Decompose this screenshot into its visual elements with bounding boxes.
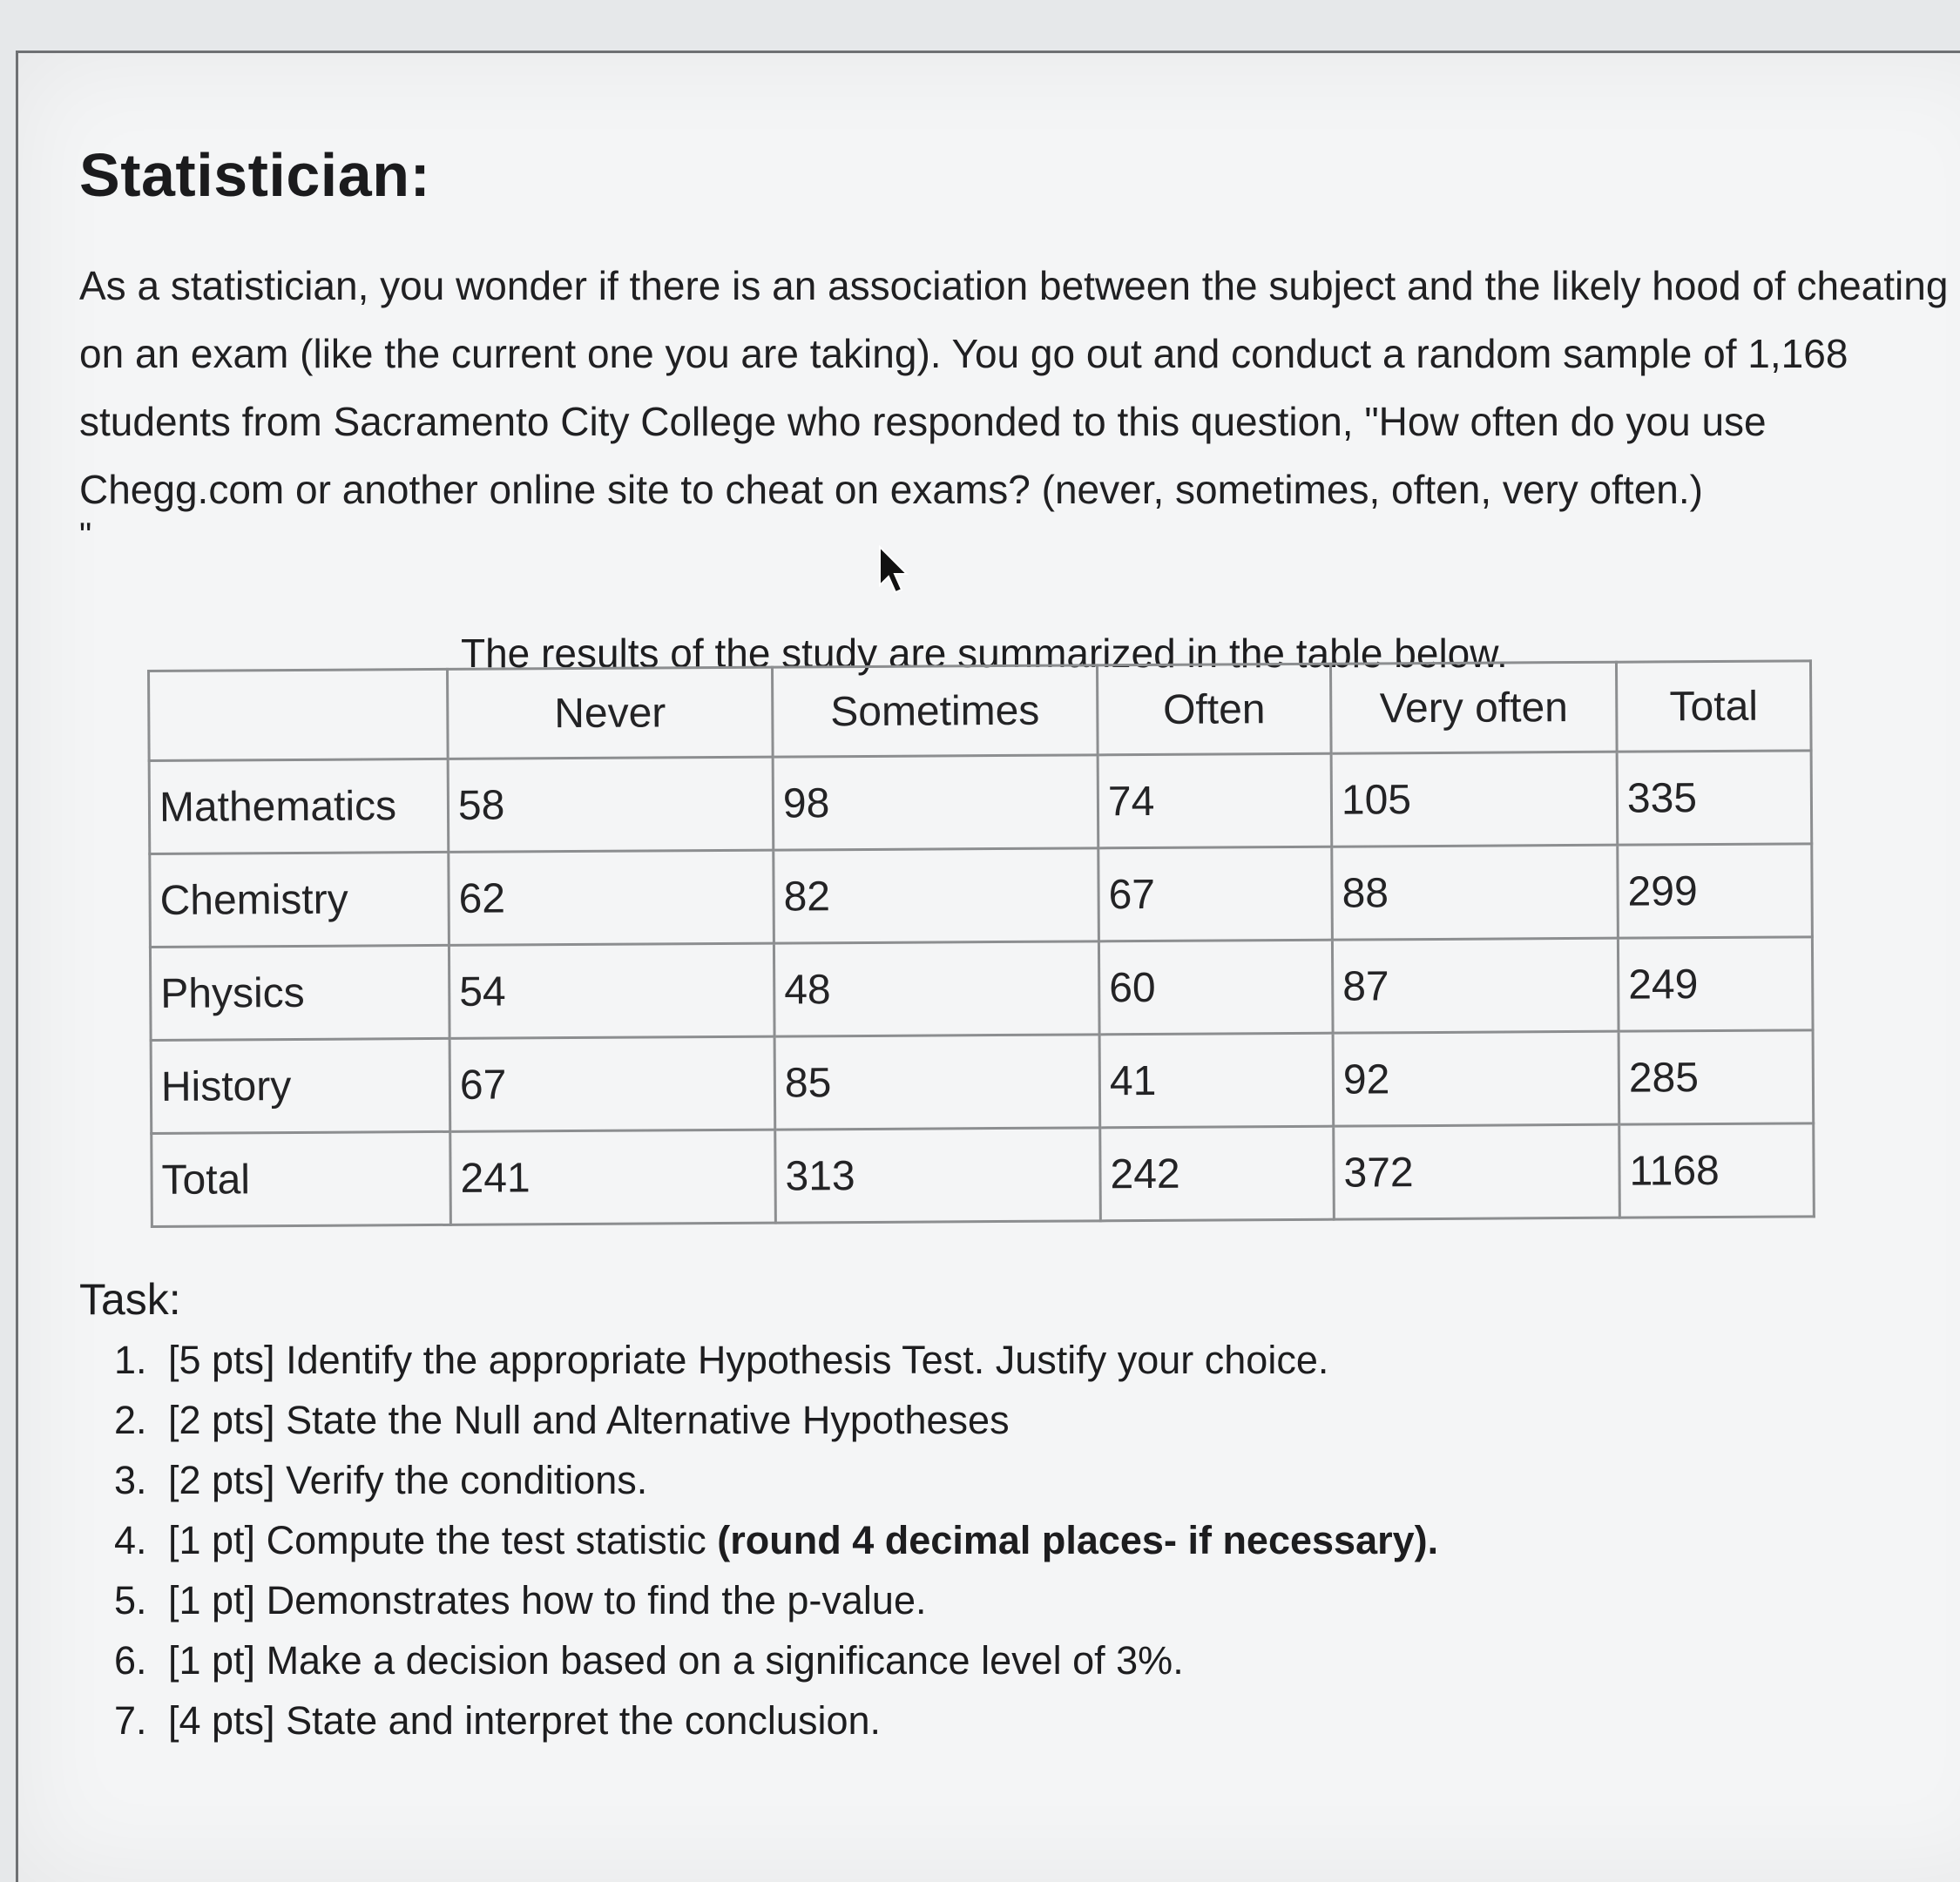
intro-paragraph: As a statistician, you wonder if there is an association between the subject and the likely hood of cheating on an exam (like the current one you are taking). You go out and conduct a random sample of 1,168 students from Sacramento City College who responded to this question, "How often do you use Chegg.com or another online site to cheat on exams? (never, sometimes, often, very often.) <box>79 263 1949 512</box>
table-cell: 105 <box>1331 752 1618 847</box>
table-cell: 85 <box>774 1035 1100 1130</box>
table-cell: 41 <box>1099 1033 1334 1128</box>
table-cell: 82 <box>774 848 1099 943</box>
list-item <box>158 1450 1639 1510</box>
header-cell-sometimes: Sometimes <box>772 665 1098 757</box>
page-title: Statistician: <box>79 141 431 209</box>
task-text: [2 pts] Verify the conditions. <box>168 1458 648 1502</box>
table-cell: 58 <box>448 757 774 852</box>
table-cell: 1168 <box>1619 1123 1815 1218</box>
table-cell: 285 <box>1619 1030 1814 1124</box>
table-cell: 313 <box>775 1128 1101 1223</box>
task-list <box>97 1330 1639 1750</box>
table-caption: The results of the study are summarized in the table below. <box>461 631 1508 676</box>
table-cell: 60 <box>1098 940 1333 1035</box>
task-emphasis: (round 4 decimal places- if necessary). <box>717 1518 1439 1562</box>
table-cell: 249 <box>1618 937 1813 1031</box>
header-cell-often: Often <box>1097 664 1331 755</box>
table-cell: 242 <box>1100 1126 1335 1221</box>
table-cell: 67 <box>449 1036 775 1131</box>
task-text: [1 pt] Make a decision based on a significance level of 3%. <box>168 1638 1184 1683</box>
table-row <box>151 1030 1814 1134</box>
list-item <box>158 1510 1639 1570</box>
header-cell-never: Never <box>448 667 774 759</box>
header-cell-corner <box>149 669 449 760</box>
table-cell: 74 <box>1098 753 1332 848</box>
mouse-pointer-icon <box>876 545 911 597</box>
table-cell: 98 <box>773 755 1098 850</box>
row-label-mathematics: Mathematics <box>149 759 449 853</box>
table-cell: 88 <box>1332 845 1619 940</box>
table-cell: 54 <box>449 943 774 1038</box>
table-cell: 67 <box>1098 847 1333 941</box>
task-text: [1 pt] Compute the test statistic <box>168 1518 718 1562</box>
table-cell: 241 <box>450 1130 776 1224</box>
content-area <box>79 140 1952 677</box>
table-cell: 335 <box>1617 751 1812 845</box>
list-item <box>158 1330 1639 1390</box>
task-text: [5 pts] Identify the appropriate Hypothesis Test. Justify your choice. <box>168 1338 1329 1382</box>
table-header-row <box>149 661 1812 761</box>
intro-closing-quote: " <box>79 516 92 555</box>
row-label-total: Total <box>152 1131 451 1226</box>
task-text: [4 pts] State and interpret the conclusion. <box>168 1698 881 1743</box>
table-cell: 372 <box>1334 1124 1620 1219</box>
table-cell: 48 <box>774 941 1099 1036</box>
row-label-physics: Physics <box>150 945 449 1040</box>
table-cell: 62 <box>449 850 774 945</box>
task-text: [2 pts] State the Null and Alternative Hypotheses <box>168 1398 1010 1442</box>
table-cell: 299 <box>1618 844 1813 938</box>
table-row <box>149 751 1812 854</box>
list-item <box>158 1630 1639 1690</box>
results-table <box>147 659 1815 1228</box>
table-row <box>150 937 1813 1041</box>
document-page <box>16 51 1960 1882</box>
task-text: [1 pt] Demonstrates how to find the p-value. <box>168 1578 927 1622</box>
list-item <box>158 1690 1639 1750</box>
table-cell: 92 <box>1333 1031 1619 1126</box>
table-row-total <box>152 1123 1815 1227</box>
header-cell-total: Total <box>1616 661 1811 752</box>
task-heading: Task: <box>79 1275 181 1324</box>
list-item <box>158 1570 1639 1630</box>
row-label-history: History <box>151 1038 450 1133</box>
table-cell: 87 <box>1332 938 1619 1033</box>
header-cell-very-often: Very often <box>1330 662 1617 753</box>
list-item <box>158 1390 1639 1450</box>
table-row <box>150 844 1813 948</box>
row-label-chemistry: Chemistry <box>150 852 449 947</box>
